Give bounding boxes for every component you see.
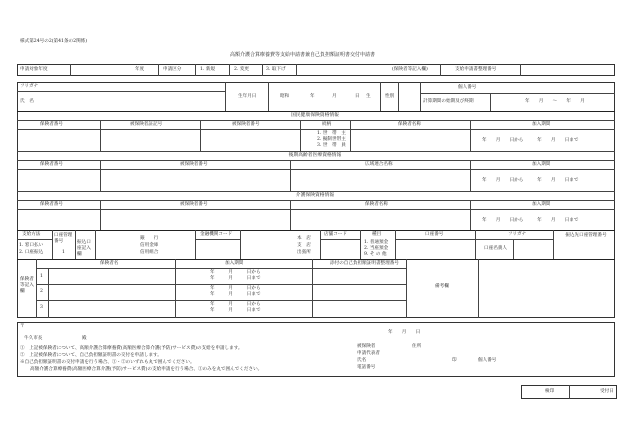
acct-type-label: 種目 xyxy=(372,232,382,237)
branch-label: 支 店 xyxy=(297,243,311,248)
kaigo-insurer-no: 保険者番号 xyxy=(40,202,63,207)
payment-no-label: 支給申請書整理番号 xyxy=(455,67,497,72)
koki-heading: 後期高齢者医療資格情報 xyxy=(288,153,342,158)
acct-mgmt-value: 1 xyxy=(62,250,65,255)
category-change[interactable]: 2. 変更 xyxy=(234,67,250,72)
kokuho-insurer-no: 保険者番号 xyxy=(40,122,63,127)
applicant-name-label: 氏名 xyxy=(357,358,367,363)
insurer-row-no: 1 xyxy=(40,274,43,279)
kokuho-rel1[interactable]: 1. 世 帯 主 xyxy=(317,131,346,136)
category-label: 申請区分 xyxy=(163,67,182,72)
insurer-row-no: 3 xyxy=(40,305,43,310)
agent-label: 申請代表者 xyxy=(357,351,380,356)
method-label: 支給方法 xyxy=(22,232,41,237)
furigana-label: フリガナ xyxy=(20,84,39,89)
declaration-line-1: ① 上記被保険者について、高額介護合算療養費(高額医療合算介護(予防)サービス費)の支給を申請します。 xyxy=(20,346,243,351)
insurer-row-from: 年 月 日から xyxy=(210,286,261,291)
birth-sei: 生 xyxy=(366,94,371,99)
kaigo-heading: 介護保険資格情報 xyxy=(295,193,335,198)
acct-other[interactable]: 9. そ の 他 xyxy=(364,252,387,257)
insurer-row-from: 年 月 日から xyxy=(210,302,261,307)
insurer-row-to: 年 月 日まで xyxy=(210,292,261,297)
fin-code-label: 金融機関コード xyxy=(200,232,233,237)
category-new[interactable]: 1. 新規 xyxy=(200,67,216,72)
postal-mark: 〒 xyxy=(20,324,25,329)
kokuho-insured-no: 被保険者番号 xyxy=(232,122,260,127)
birth-year: 年 xyxy=(310,94,315,99)
sex-label: 性別 xyxy=(385,94,395,99)
insurer-row-to: 年 月 日まで xyxy=(210,308,261,313)
koki-union-name: 広域連合名称 xyxy=(365,162,393,167)
period-label: 計算期間の始期及び終期 xyxy=(423,99,474,104)
method-window[interactable]: 1. 窓口払い xyxy=(19,243,44,248)
koki-insurer-no: 保険者番号 xyxy=(40,162,63,167)
name-label: 氏 名 xyxy=(20,99,34,104)
applicant-info-label: 被保険者 xyxy=(357,344,376,349)
kaigo-insurer-name: 保険者名称 xyxy=(365,202,388,207)
declaration-line-2: ② 上記被保険者について、自己負担額証明書の交付を申請します。 xyxy=(20,353,162,358)
birth-label: 生年月日 xyxy=(238,94,257,99)
insurer-note: (保険者等記入欄) xyxy=(392,67,428,72)
kokuho-heading: 国民健康保険資格情報 xyxy=(291,113,339,118)
category-withdraw[interactable]: 3. 取下げ xyxy=(266,67,286,72)
form-reference: 様式第24号の2(第41条の2関係) xyxy=(20,39,88,44)
checker-label: 検印 xyxy=(545,389,555,394)
insurer-row-no: 2 xyxy=(40,289,43,294)
kaigo-period-row: 年 月 日から 年 月 日まで xyxy=(482,218,579,223)
tel-label: 電話番号 xyxy=(357,365,376,370)
koki-join-period: 加入期間 xyxy=(532,162,551,167)
birth-day: 日 xyxy=(355,94,360,99)
kokuho-insured-sign: 被保険者証記号 xyxy=(130,122,163,127)
kokuho-relation: 続柄 xyxy=(322,122,332,127)
insurer-name-col: 保険者名 xyxy=(100,261,119,266)
kaigo-insured-no: 被保険者番号 xyxy=(180,202,208,207)
insurer-row-to: 年 月 日まで xyxy=(210,276,261,281)
office-label: 出張所 xyxy=(297,250,311,255)
receipt-date-label: 受付日 xyxy=(600,389,614,394)
kokuho-rel3[interactable]: 3. 世 帯 員 xyxy=(317,143,346,148)
koki-period-row: 年 月 日から 年 月 日まで xyxy=(482,178,579,183)
kokuho-period-row: 年 月 日から 年 月 日まで xyxy=(482,138,579,143)
acct-mgmt-label: 口座管理番号 xyxy=(54,233,73,244)
holder-label: 口座名義人 xyxy=(484,246,507,251)
application-date: 年 月 日 xyxy=(388,330,421,335)
insurer-row-from: 年 月 日から xyxy=(210,270,261,275)
dono-label: 殿 xyxy=(82,336,87,341)
year-suffix: 年度 xyxy=(135,67,145,72)
form-title: 高額介護合算療養費等支給申請書兼自己負担額証明書交付申請書 xyxy=(230,52,376,58)
insurer-cert-col: 添付の自己負担額証明書整理番号 xyxy=(330,261,399,266)
acct-no-label: 口座番号 xyxy=(425,232,444,237)
transfer-mgmt-label: 振込先口座管理番号 xyxy=(565,233,607,238)
declaration-line-3: ※自己負担額証明書の交付申請を行う場合、①・②のいずれも丸で囲んでください。 xyxy=(20,360,195,365)
mayor-label: 牛久市長 xyxy=(24,336,43,341)
birth-month: 月 xyxy=(332,94,337,99)
acct-toza[interactable]: 2. 当座預金 xyxy=(364,246,389,251)
kokuho-rel2[interactable]: 2. 擬制世帯主 xyxy=(317,137,346,142)
method-transfer[interactable]: 2. 口座振込 xyxy=(19,250,44,255)
seal-mark: 印 xyxy=(452,358,457,363)
furikomi-label: 振込口座記入欄 xyxy=(77,240,91,257)
declaration-line-4: 高額介護合算療養費(高額医療合算介護(予防)サービス費)の支給申請を行う場合、①のみを丸で囲んでください。 xyxy=(30,367,263,372)
period-value: 年 月 〜 年 月 xyxy=(525,99,585,104)
shinkin-label: 信用金庫 xyxy=(140,243,159,248)
insurer-period-col: 加入期間 xyxy=(225,261,244,266)
birth-era: 昭和 xyxy=(280,94,290,99)
head-label: 本 店 xyxy=(297,236,311,241)
acct-futsu[interactable]: 1. 普通預金 xyxy=(364,240,389,245)
bank-label: 銀 行 xyxy=(140,236,159,241)
branch-code-label: 店舗コード xyxy=(324,232,347,237)
target-year-label: 申請対象年度 xyxy=(20,67,48,72)
kokuho-insurer-name: 保険者名称 xyxy=(398,122,421,127)
kokuho-join-period: 加入期間 xyxy=(532,122,551,127)
personal-no-label: 個人番号 xyxy=(458,85,477,90)
kaigo-join-period: 加入期間 xyxy=(532,202,551,207)
address-label: 住所 xyxy=(412,344,422,349)
insurer-side-label: 保険者等記入欄 xyxy=(20,277,34,294)
koki-insured-no: 被保険者番号 xyxy=(180,162,208,167)
applicant-personal-no: 個人番号 xyxy=(478,358,497,363)
shinkumi-label: 信用組合 xyxy=(140,250,159,255)
bank-furigana-label: フリガナ xyxy=(508,232,527,237)
top-strip xyxy=(17,64,615,76)
remark-label: 備考欄 xyxy=(435,284,449,289)
